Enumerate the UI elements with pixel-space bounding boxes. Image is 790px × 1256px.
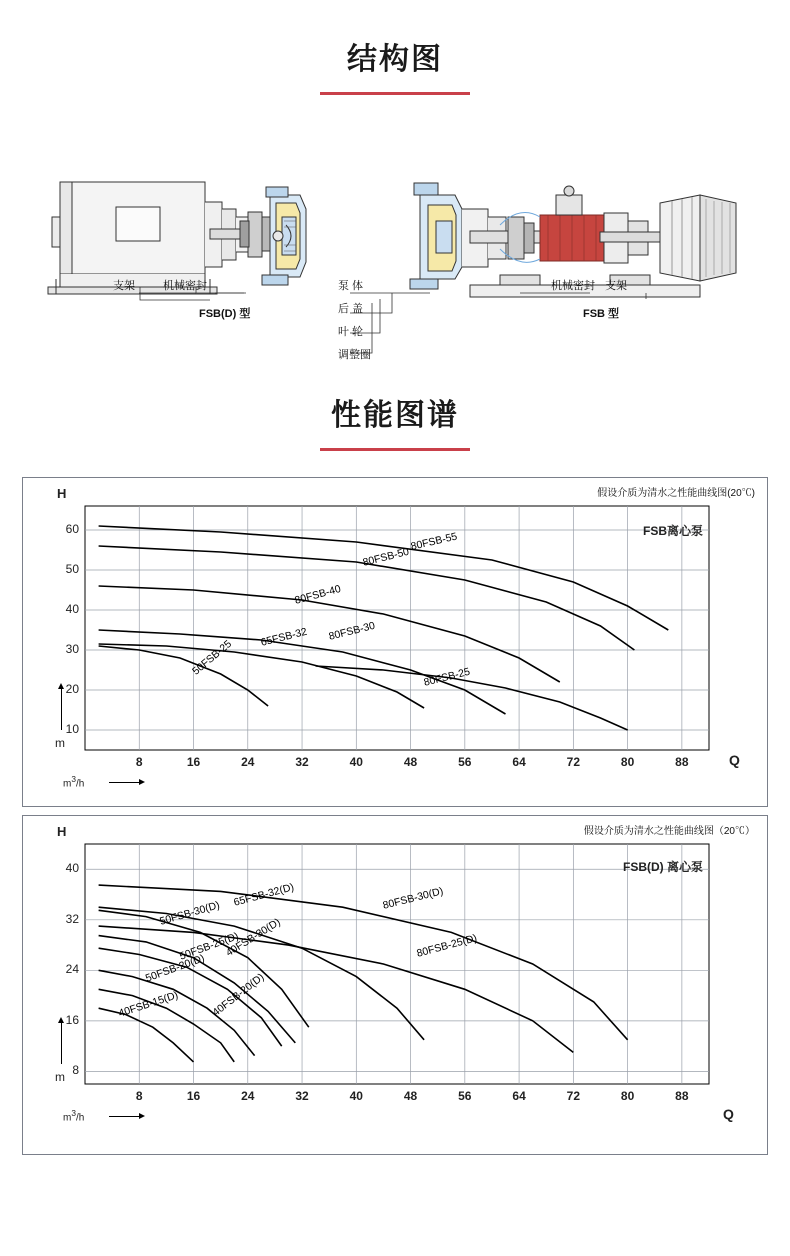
x-tick-label: 80: [620, 755, 635, 769]
label-pump-body: 泵 体: [338, 280, 364, 292]
curve-label-50FSB-25: 50FSB-25: [189, 638, 234, 678]
curve-label-65FSB-32: 65FSB-32: [259, 625, 309, 649]
y-axis-label: H: [57, 486, 67, 501]
y-tick-label: 30: [65, 642, 79, 656]
x-tick-label: 48: [403, 1089, 418, 1103]
x-tick-label: 88: [675, 1089, 689, 1103]
curve-label-40FSB-20(D): 40FSB-20(D): [210, 970, 267, 1019]
x-tick-label: 16: [186, 1089, 201, 1103]
y-tick-label: 8: [72, 1063, 79, 1078]
curve-label-80FSB-40: 80FSB-40: [293, 582, 343, 607]
pump-series-name: FSB离心泵: [643, 524, 704, 538]
chart-fsbd: [22, 815, 768, 1155]
x-tick-label: 56: [458, 755, 472, 769]
x-tick-label: 24: [241, 755, 255, 769]
performance-section-title: 性能图谱: [0, 372, 790, 451]
x-axis-unit: $m^3/h$: [63, 774, 85, 790]
y-tick-label: 20: [65, 682, 79, 696]
curve-label-80FSB-25: 80FSB-25: [422, 665, 472, 689]
caption-fsbd: FSB(D) 型: [199, 308, 251, 320]
chart-fsb: [22, 477, 768, 807]
curve-label-40FSB-15(D): 40FSB-15(D): [117, 988, 180, 1020]
curve-label-80FSB-55: 80FSB-55: [409, 530, 458, 553]
x-axis-arrow: [109, 1116, 139, 1117]
label-mechanical-seal-right: 机械密封: [551, 280, 595, 292]
y-axis-arrow: [61, 1022, 62, 1064]
y-tick-label: 10: [65, 722, 79, 736]
x-axis-unit: $m^3/h$: [63, 1108, 85, 1124]
x-tick-label: 72: [566, 755, 581, 769]
x-tick-label: 40: [349, 1089, 363, 1103]
curve-label-40FSB-30(D): 40FSB-30(D): [224, 915, 284, 959]
y-tick-label: 40: [65, 602, 79, 616]
caption-fsb: FSB 型: [583, 308, 620, 320]
x-tick-label: 40: [349, 755, 363, 769]
y-tick-label: 32: [65, 911, 79, 926]
x-tick-label: 32: [295, 755, 309, 769]
chart-note: 假设介质为清水之性能曲线图（20℃）: [583, 826, 755, 837]
structure-diagram: [0, 117, 790, 372]
y-tick-label: 60: [65, 522, 79, 536]
y-tick-label: 24: [65, 962, 79, 977]
curve-label-50FSB-20(D): 50FSB-20(D): [143, 951, 207, 985]
curve-label-80FSB-50: 80FSB-50: [361, 545, 411, 569]
x-tick-label: 32: [295, 1089, 309, 1103]
curve-label-80FSB-25(D): 80FSB-25(D): [415, 931, 479, 960]
curve-label-80FSB-30: 80FSB-30: [327, 619, 377, 643]
x-axis-arrow: [109, 782, 139, 783]
label-bracket-left: 支架: [113, 280, 135, 292]
pump-cutaway-illustration: [0, 117, 790, 372]
x-tick-label: 24: [241, 1089, 255, 1103]
title-underline-2: [320, 448, 470, 451]
label-adjusting-ring: 调整圈: [338, 349, 371, 361]
x-axis-symbol: Q: [723, 1106, 734, 1122]
x-tick-label: 80: [620, 1089, 635, 1103]
structure-section-title: 结构图: [0, 0, 790, 95]
curve-label-50FSB-30(D): 50FSB-30(D): [157, 899, 221, 928]
label-rear-cover: 后 盖: [338, 303, 364, 315]
label-mechanical-seal-left: 机械密封: [163, 280, 207, 292]
label-impeller: 叶 轮: [338, 326, 364, 338]
pump-series-name: FSB(D) 离心泵: [623, 860, 703, 874]
curve-label-50FSB-25(D): 50FSB-25(D): [177, 929, 241, 963]
y-axis-label: H: [57, 824, 67, 839]
x-tick-label: 8: [135, 1089, 143, 1103]
x-tick-label: 88: [675, 755, 689, 769]
x-tick-label: 72: [566, 1089, 581, 1103]
x-tick-label: 64: [512, 1089, 526, 1103]
y-axis-arrow: [61, 688, 62, 730]
x-tick-label: 8: [135, 755, 143, 769]
title-underline: [320, 92, 470, 95]
label-bracket-right: 支架: [605, 280, 627, 292]
x-tick-label: 48: [403, 755, 418, 769]
curve-label-65FSB-32(D): 65FSB-32(D): [232, 881, 296, 909]
chart-note: 假设介质为清水之性能曲线图(20℃): [597, 488, 755, 499]
y-tick-label: 50: [65, 562, 79, 576]
curve-label-80FSB-30(D): 80FSB-30(D): [381, 885, 445, 912]
x-tick-label: 64: [512, 755, 526, 769]
y-tick-label: 16: [65, 1012, 79, 1027]
x-axis-symbol: Q: [729, 752, 740, 768]
y-axis-unit: m: [55, 1070, 65, 1084]
x-tick-label: 16: [186, 755, 201, 769]
x-tick-label: 56: [458, 1089, 472, 1103]
y-tick-label: 40: [65, 861, 79, 876]
y-axis-unit: m: [55, 736, 65, 750]
